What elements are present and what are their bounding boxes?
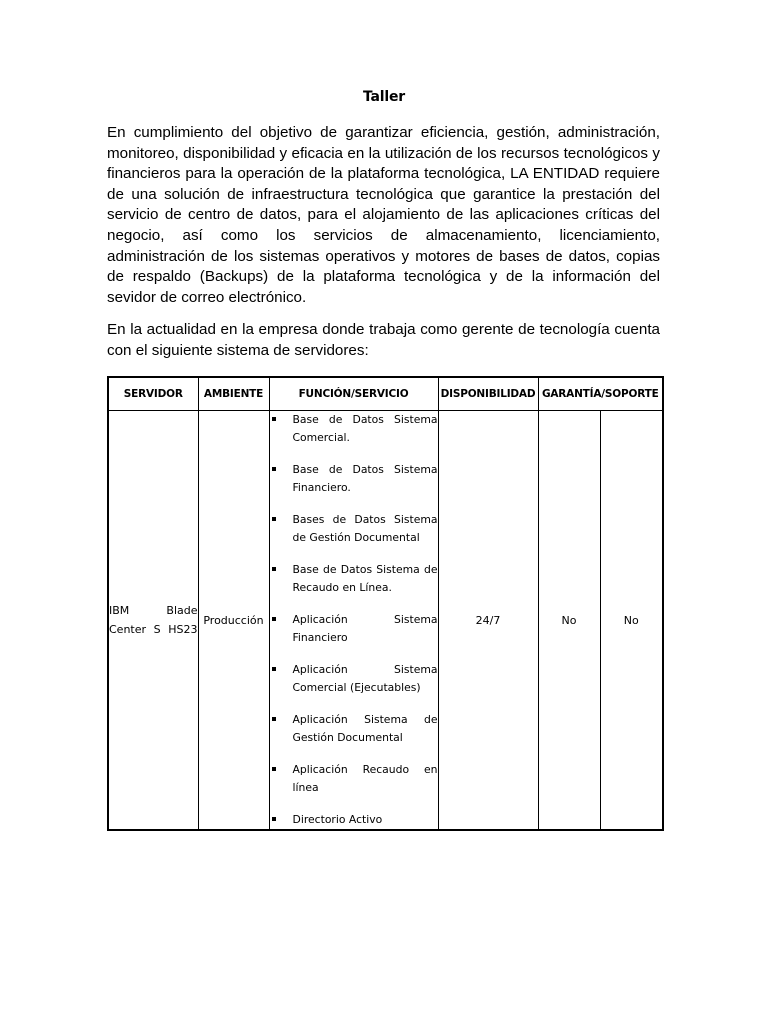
table-row: [108, 411, 663, 831]
header-garantia-soporte: GARANTÍA/SOPORTE: [538, 377, 663, 411]
intro-paragraph: En cumplimiento del objetivo de garantizar eficiencia, gestión, administración, monitoreo, disponibilidad y eficacia en la utilización de los recursos tecnológicos y financieros para la operación de la plataforma tecnológica, LA ENTIDAD requiere de una solución de infraestructura tecnológica que garantice la prestación del servicio de centro de datos, para el alojamiento de las aplicaciones críticas del negocio, así como los servicios de almacenamiento, licenciamiento, administración de los sistemas operativos y motores de bases de datos, copias de respaldo (Backups) de la plataforma tecnológica y de la información del sevidor de correo electrónico.: [107, 124, 660, 306]
square-bullet-icon: [272, 817, 276, 821]
square-bullet-icon: [272, 667, 276, 671]
cell-garantia: No: [538, 411, 600, 831]
list-item: Aplicación Recaudo en línea: [270, 761, 438, 797]
list-item: Base de Datos Sistema de Recaudo en Línea.: [270, 561, 438, 597]
cell-ambiente: Producción: [198, 411, 269, 831]
page-title: Taller: [363, 89, 405, 105]
square-bullet-icon: [272, 417, 276, 421]
cell-funciones: [269, 411, 438, 831]
table-header-row: [108, 377, 663, 411]
list-item: Bases de Datos Sistema de Gestión Documental: [270, 511, 438, 547]
square-bullet-icon: [272, 617, 276, 621]
header-ambiente: AMBIENTE: [198, 377, 269, 411]
header-servidor: SERVIDOR: [108, 377, 198, 411]
list-item: Directorio Activo: [270, 811, 438, 829]
servers-table: [107, 376, 664, 831]
list-item: Aplicación Sistema de Gestión Documental: [270, 711, 438, 747]
header-disponibilidad: DISPONIBILIDAD: [438, 377, 538, 411]
header-funcion: FUNCIÓN/SERVICIO: [269, 377, 438, 411]
list-item: Base de Datos Sistema Comercial.: [270, 411, 438, 447]
context-paragraph: En la actualidad en la empresa donde trabaja como gerente de tecnología cuenta con el siguiente sistema de servidores:: [107, 321, 660, 359]
list-item: Aplicación Sistema Comercial (Ejecutables): [270, 661, 438, 697]
list-item: Aplicación Sistema Financiero: [270, 611, 438, 647]
square-bullet-icon: [272, 517, 276, 521]
square-bullet-icon: [272, 467, 276, 471]
square-bullet-icon: [272, 567, 276, 571]
square-bullet-icon: [272, 717, 276, 721]
list-item: Base de Datos Sistema Financiero.: [270, 461, 438, 497]
cell-servidor: IBM Blade Center S HS23: [108, 411, 198, 831]
function-list: [270, 411, 438, 829]
cell-soporte: No: [600, 411, 663, 831]
square-bullet-icon: [272, 767, 276, 771]
cell-disponibilidad: 24/7: [438, 411, 538, 831]
